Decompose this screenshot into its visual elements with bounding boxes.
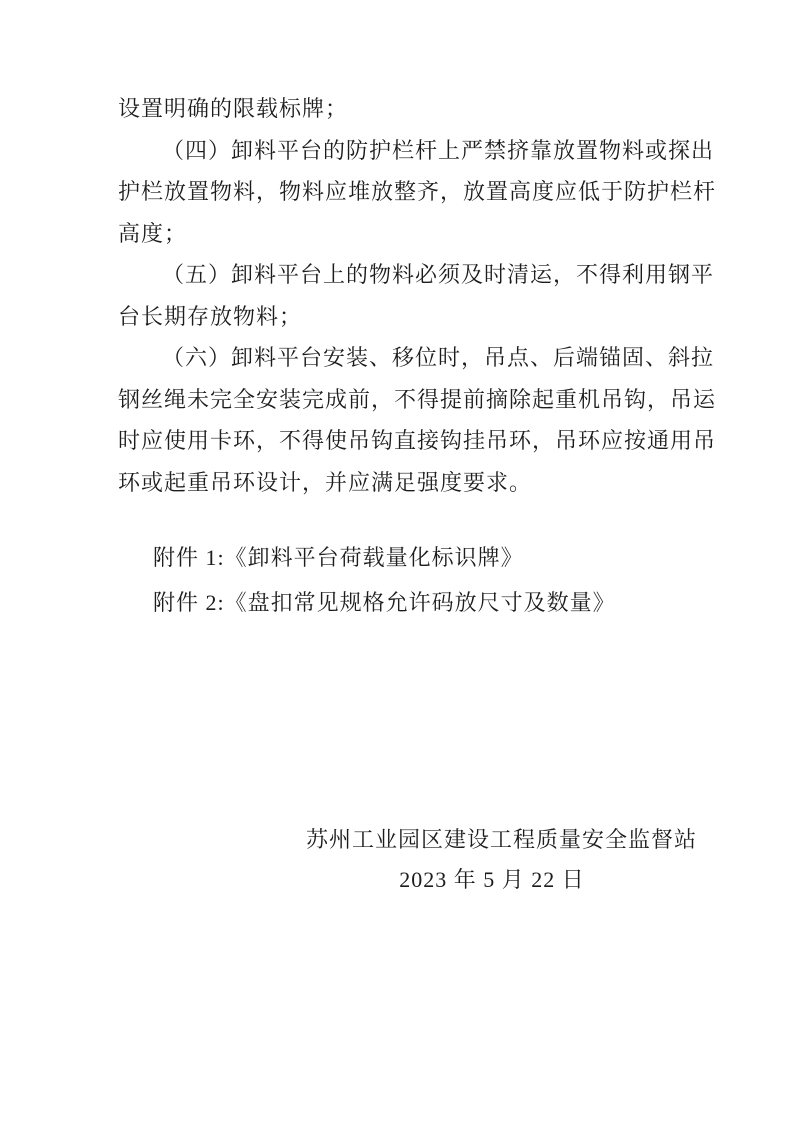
body-line: 高度； (118, 220, 188, 246)
body-line-paragraph-start: （四）卸料平台的防护栏杆上严禁挤靠放置物料或探出 (162, 137, 715, 163)
body-line: 台长期存放物料； (118, 303, 303, 329)
signature-organization: 苏州工业园区建设工程质量安全监督站 (306, 827, 698, 852)
body-text (118, 88, 717, 503)
body-line: 环或起重吊环设计，并应满足强度要求。 (118, 469, 533, 495)
attachment-list (118, 535, 678, 625)
body-line-paragraph-start: （六）卸料平台安装、移位时，吊点、后端锚固、斜拉 (162, 345, 715, 370)
body-line: 时应使用卡环，不得使吊钩直接钩挂吊环，吊环应按通用吊 (118, 428, 717, 453)
signature-block (306, 820, 698, 900)
signature-date: 2023 年 5 月 22 日 (399, 867, 585, 892)
body-line-paragraph-start: （五）卸料平台上的物料必须及时清运，不得利用钢平 (162, 262, 715, 287)
attachment-reference-1: 附件 1:《卸料平台荷载量化标识牌》 (153, 545, 524, 570)
attachment-reference-2: 附件 2:《盘扣常见规格允许码放尺寸及数量》 (153, 590, 616, 615)
body-line: 钢丝绳未完全安装完成前，不得提前摘除起重机吊钩，吊运 (118, 386, 717, 412)
body-line: 设置明确的限载标牌； (118, 96, 349, 121)
body-line: 护栏放置物料，物料应堆放整齐，放置高度应低于防护栏杆 (118, 179, 717, 204)
